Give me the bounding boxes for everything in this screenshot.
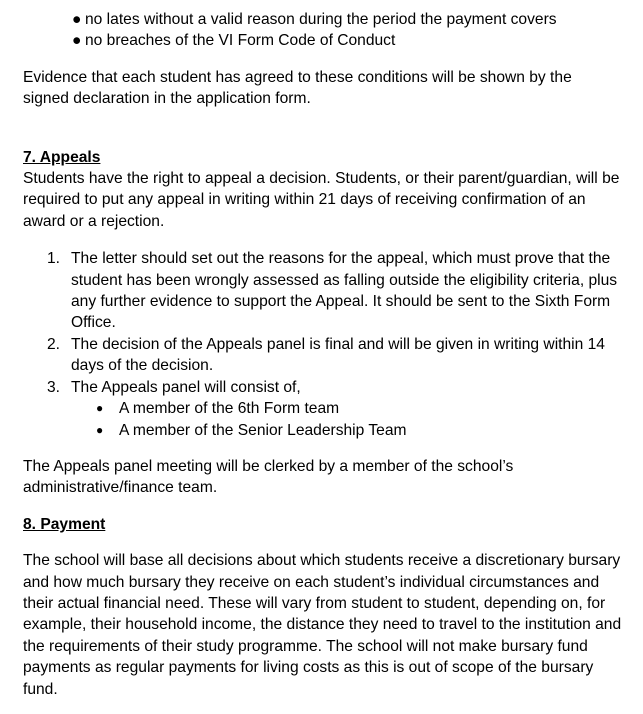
panel-members-list (23, 398, 633, 441)
list-item (23, 377, 633, 398)
bullet-icon: ● (96, 401, 104, 416)
list-item-text: A member of the Senior Leadership Team (119, 421, 407, 439)
document-page (23, 9, 633, 700)
list-item (23, 248, 633, 334)
list-item-text: The Appeals panel will consist of, (71, 378, 301, 396)
evidence-paragraph: Evidence that each student has agreed to these conditions will be shown by the signed declaration in the application form. (23, 68, 572, 108)
list-item (23, 398, 633, 419)
list-item (23, 30, 633, 51)
conditions-list (23, 9, 633, 52)
list-number: 3. (47, 378, 61, 396)
list-item-text: A member of the 6th Form team (119, 400, 340, 418)
payment-heading: 8. Payment (23, 515, 106, 533)
list-item-text: The decision of the Appeals panel is final and will be given in writing within 14 days of the decision. (71, 335, 605, 375)
list-number: 2. (47, 335, 61, 353)
list-item-text: no breaches of the VI Form Code of Conduct (85, 32, 396, 50)
list-item-text: no lates without a valid reason during the period the payment covers (85, 11, 557, 28)
payment-paragraph: The school will base all decisions about which students receive a discretionary bursary and how much bursary they receive on each student’s individual circumstances and their actual financial need. These will vary from student to student, depending on, for example, their household income, the distance they need to travel to the institution and the requirements of their study programme. The school will not make bursary fund payments as regular payments for living costs as this is out of scope of the bursary fund. (23, 552, 622, 698)
list-item (23, 9, 633, 30)
list-item (23, 420, 633, 441)
appeals-intro: Students have the right to appeal a decision. Students, or their parent/guardian, will be required to put any appeal in writing within 21 days of receiving confirmation of an award or a rejection. (23, 170, 620, 230)
list-number: 1. (47, 250, 61, 268)
bullet-icon: ● (72, 32, 82, 50)
bullet-icon: ● (72, 11, 82, 28)
appeals-numbered-list (23, 248, 633, 398)
clerk-paragraph: The Appeals panel meeting will be clerked by a member of the school’s administrative/finance team. (23, 457, 514, 497)
appeals-heading: 7. Appeals (23, 148, 101, 166)
list-item-text: The letter should set out the reasons for the appeal, which must prove that the student has been wrongly assessed as falling outside the eligibility criteria, plus any further evidence to support the Appeal. It should be sent to the Sixth Form Office. (71, 250, 618, 332)
bullet-icon: ● (96, 422, 104, 437)
list-item (23, 334, 633, 377)
